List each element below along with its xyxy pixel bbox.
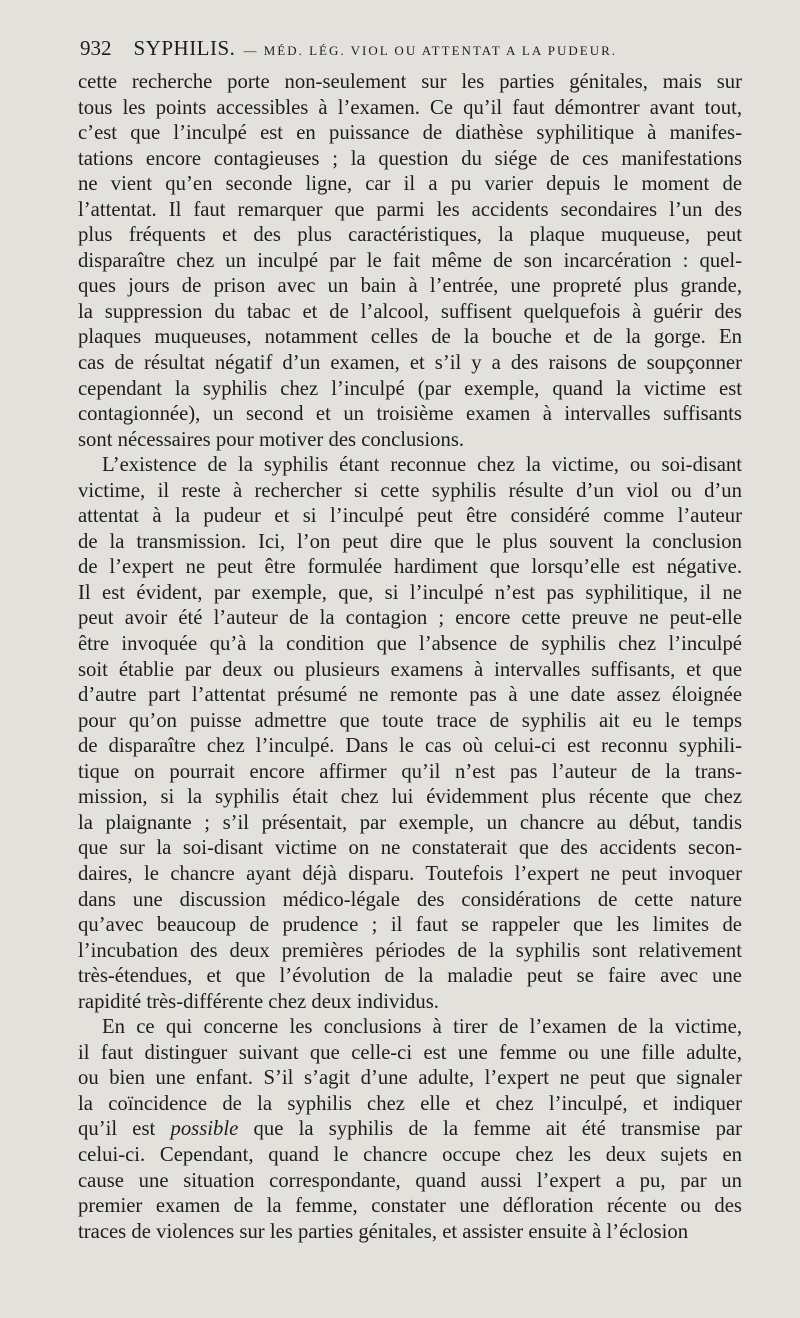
text-line: ne vient qu’en seconde ligne, car il a pu varier depuis le moment de: [78, 173, 742, 196]
text-line: daires, le chancre ayant déjà disparu. Toutefois l’expert ne peut invoquer: [78, 862, 742, 885]
text-line: ou bien une enfant. S’il s’agit d’une adulte, l’expert ne peut que signaler: [78, 1067, 742, 1090]
text-line: sont nécessaires pour motiver des conclusions.: [78, 428, 465, 451]
text-line: traces de violences sur les parties génitales, et assister ensuite à l’éclosion: [78, 1220, 689, 1243]
text-line: de disparaître chez l’inculpé. Dans le cas où celui-ci est reconnu syphili-: [78, 735, 742, 758]
text-line: Il est évident, par exemple, que, si l’inculpé n’est pas syphilitique, il ne: [78, 581, 742, 604]
text-line: tique on pourrait encore affirmer qu’il n’est pas l’auteur de la trans-: [78, 760, 742, 783]
text-line: En ce qui concerne les conclusions à tirer de l’examen de la victime,: [102, 1016, 742, 1039]
text-line: de l’expert ne peut être formulée hardiment que lorsqu’elle est négative.: [78, 556, 742, 579]
text-line: dans une discussion médico-légale des considérations de cette nature: [78, 888, 742, 911]
text-line: d’autre part l’attentat présumé ne remonte pas à une date assez éloignée: [78, 684, 742, 707]
text-line: cause une situation correspondante, quand aussi l’expert a pu, par un: [78, 1169, 742, 1192]
text-line: plaques muqueuses, notamment celles de la bouche et de la gorge. En: [78, 326, 742, 349]
text-line: tations encore contagieuses ; la question du siége de ces manifestations: [78, 147, 742, 170]
text-line: premier examen de la femme, constater une défloration récente ou des: [78, 1195, 742, 1218]
text-line: soit établie par deux ou plusieurs examens à intervalles suffisants, et que: [78, 658, 742, 681]
text-line: la plaignante ; s’il présentait, par exemple, un chancre au début, tandis: [78, 811, 742, 834]
text-line: cette recherche porte non-seulement sur les parties génitales, mais sur: [78, 71, 742, 93]
text-line: l’attentat. Il faut remarquer que parmi les accidents secondaires l’un des: [78, 198, 742, 221]
running-title: SYPHILIS.: [133, 36, 236, 60]
body-text: [78, 70, 742, 1245]
text-line: très-étendues, et que l’évolution de la maladie peut se faire avec une: [78, 965, 742, 988]
page-number: 932: [80, 36, 112, 60]
text-line: tous les points accessibles à l’examen. Ce qu’il faut démontrer avant tout,: [78, 96, 742, 119]
running-subtitle: — MÉD. LÉG. VIOL OU ATTENTAT A LA PUDEUR.: [243, 43, 618, 58]
text-line: rapidité très-différente chez deux individus.: [78, 990, 439, 1013]
text-line: L’existence de la syphilis étant reconnue chez la victime, ou soi-disant: [102, 454, 742, 477]
text-line: attentat à la pudeur et si l’inculpé peut être considéré comme l’auteur: [78, 505, 742, 528]
text-line: la suppression du tabac et de l’alcool, suffisent quelquefois à guérir des: [78, 300, 742, 323]
text-line: celui-ci. Cependant, quand le chancre occupe chez les deux sujets en: [78, 1143, 742, 1166]
text-line: la coïncidence de la syphilis chez elle et chez l’inculpé, et indiquer: [78, 1092, 742, 1115]
text-line: c’est que l’inculpé est en puissance de diathèse syphilitique à manifes-: [78, 122, 742, 145]
text-line: ques jours de prison avec un bain à l’entrée, une propreté plus grande,: [78, 275, 742, 298]
paragraph: [78, 1015, 742, 1245]
emphasis: possible: [170, 1118, 239, 1141]
text-line: disparaître chez un inculpé par le fait même de son incarcération : quel-: [78, 249, 742, 272]
text-line: il faut distinguer suivant que celle-ci est une femme ou une fille adulte,: [78, 1041, 742, 1064]
text-line: qu’avec beaucoup de prudence ; il faut se rappeler que les limites de: [78, 914, 742, 937]
text-line: que sur la soi-disant victime on ne constaterait que des accidents secon-: [78, 837, 742, 860]
text-line: pour qu’on puisse admettre que toute trace de syphilis ait eu le temps: [78, 709, 742, 732]
text-line: être invoquée qu’à la condition que l’absence de syphilis chez l’inculpé: [78, 633, 742, 656]
text-line: victime, il reste à rechercher si cette syphilis résulte d’un viol ou d’un: [78, 479, 742, 502]
text-line: mission, si la syphilis était chez lui évidemment plus récente que chez: [78, 786, 742, 809]
text-line: l’incubation des deux premières périodes de la syphilis sont relativement: [78, 939, 742, 962]
running-header: [80, 36, 740, 66]
text-line: de la transmission. Ici, l’on peut dire que le plus souvent la conclusion: [78, 530, 742, 553]
text-line: peut avoir été l’auteur de la contagion ; encore cette preuve ne peut-elle: [78, 607, 742, 630]
text-line: cependant la syphilis chez l’inculpé (par exemple, quand la victime est: [78, 377, 742, 400]
paragraph: [78, 70, 742, 453]
text-line: plus fréquents et des plus caractéristiques, la plaque muqueuse, peut: [78, 224, 742, 247]
text-line: cas de résultat négatif d’un examen, et s’il y a des raisons de soupçonner: [78, 352, 742, 375]
paragraph: [78, 453, 742, 1015]
text-line: contagionnée), un second et un troisième examen à intervalles suffisants: [78, 403, 742, 426]
text-line: qu’il est possible que la syphilis de la femme ait été transmise par: [78, 1118, 742, 1141]
